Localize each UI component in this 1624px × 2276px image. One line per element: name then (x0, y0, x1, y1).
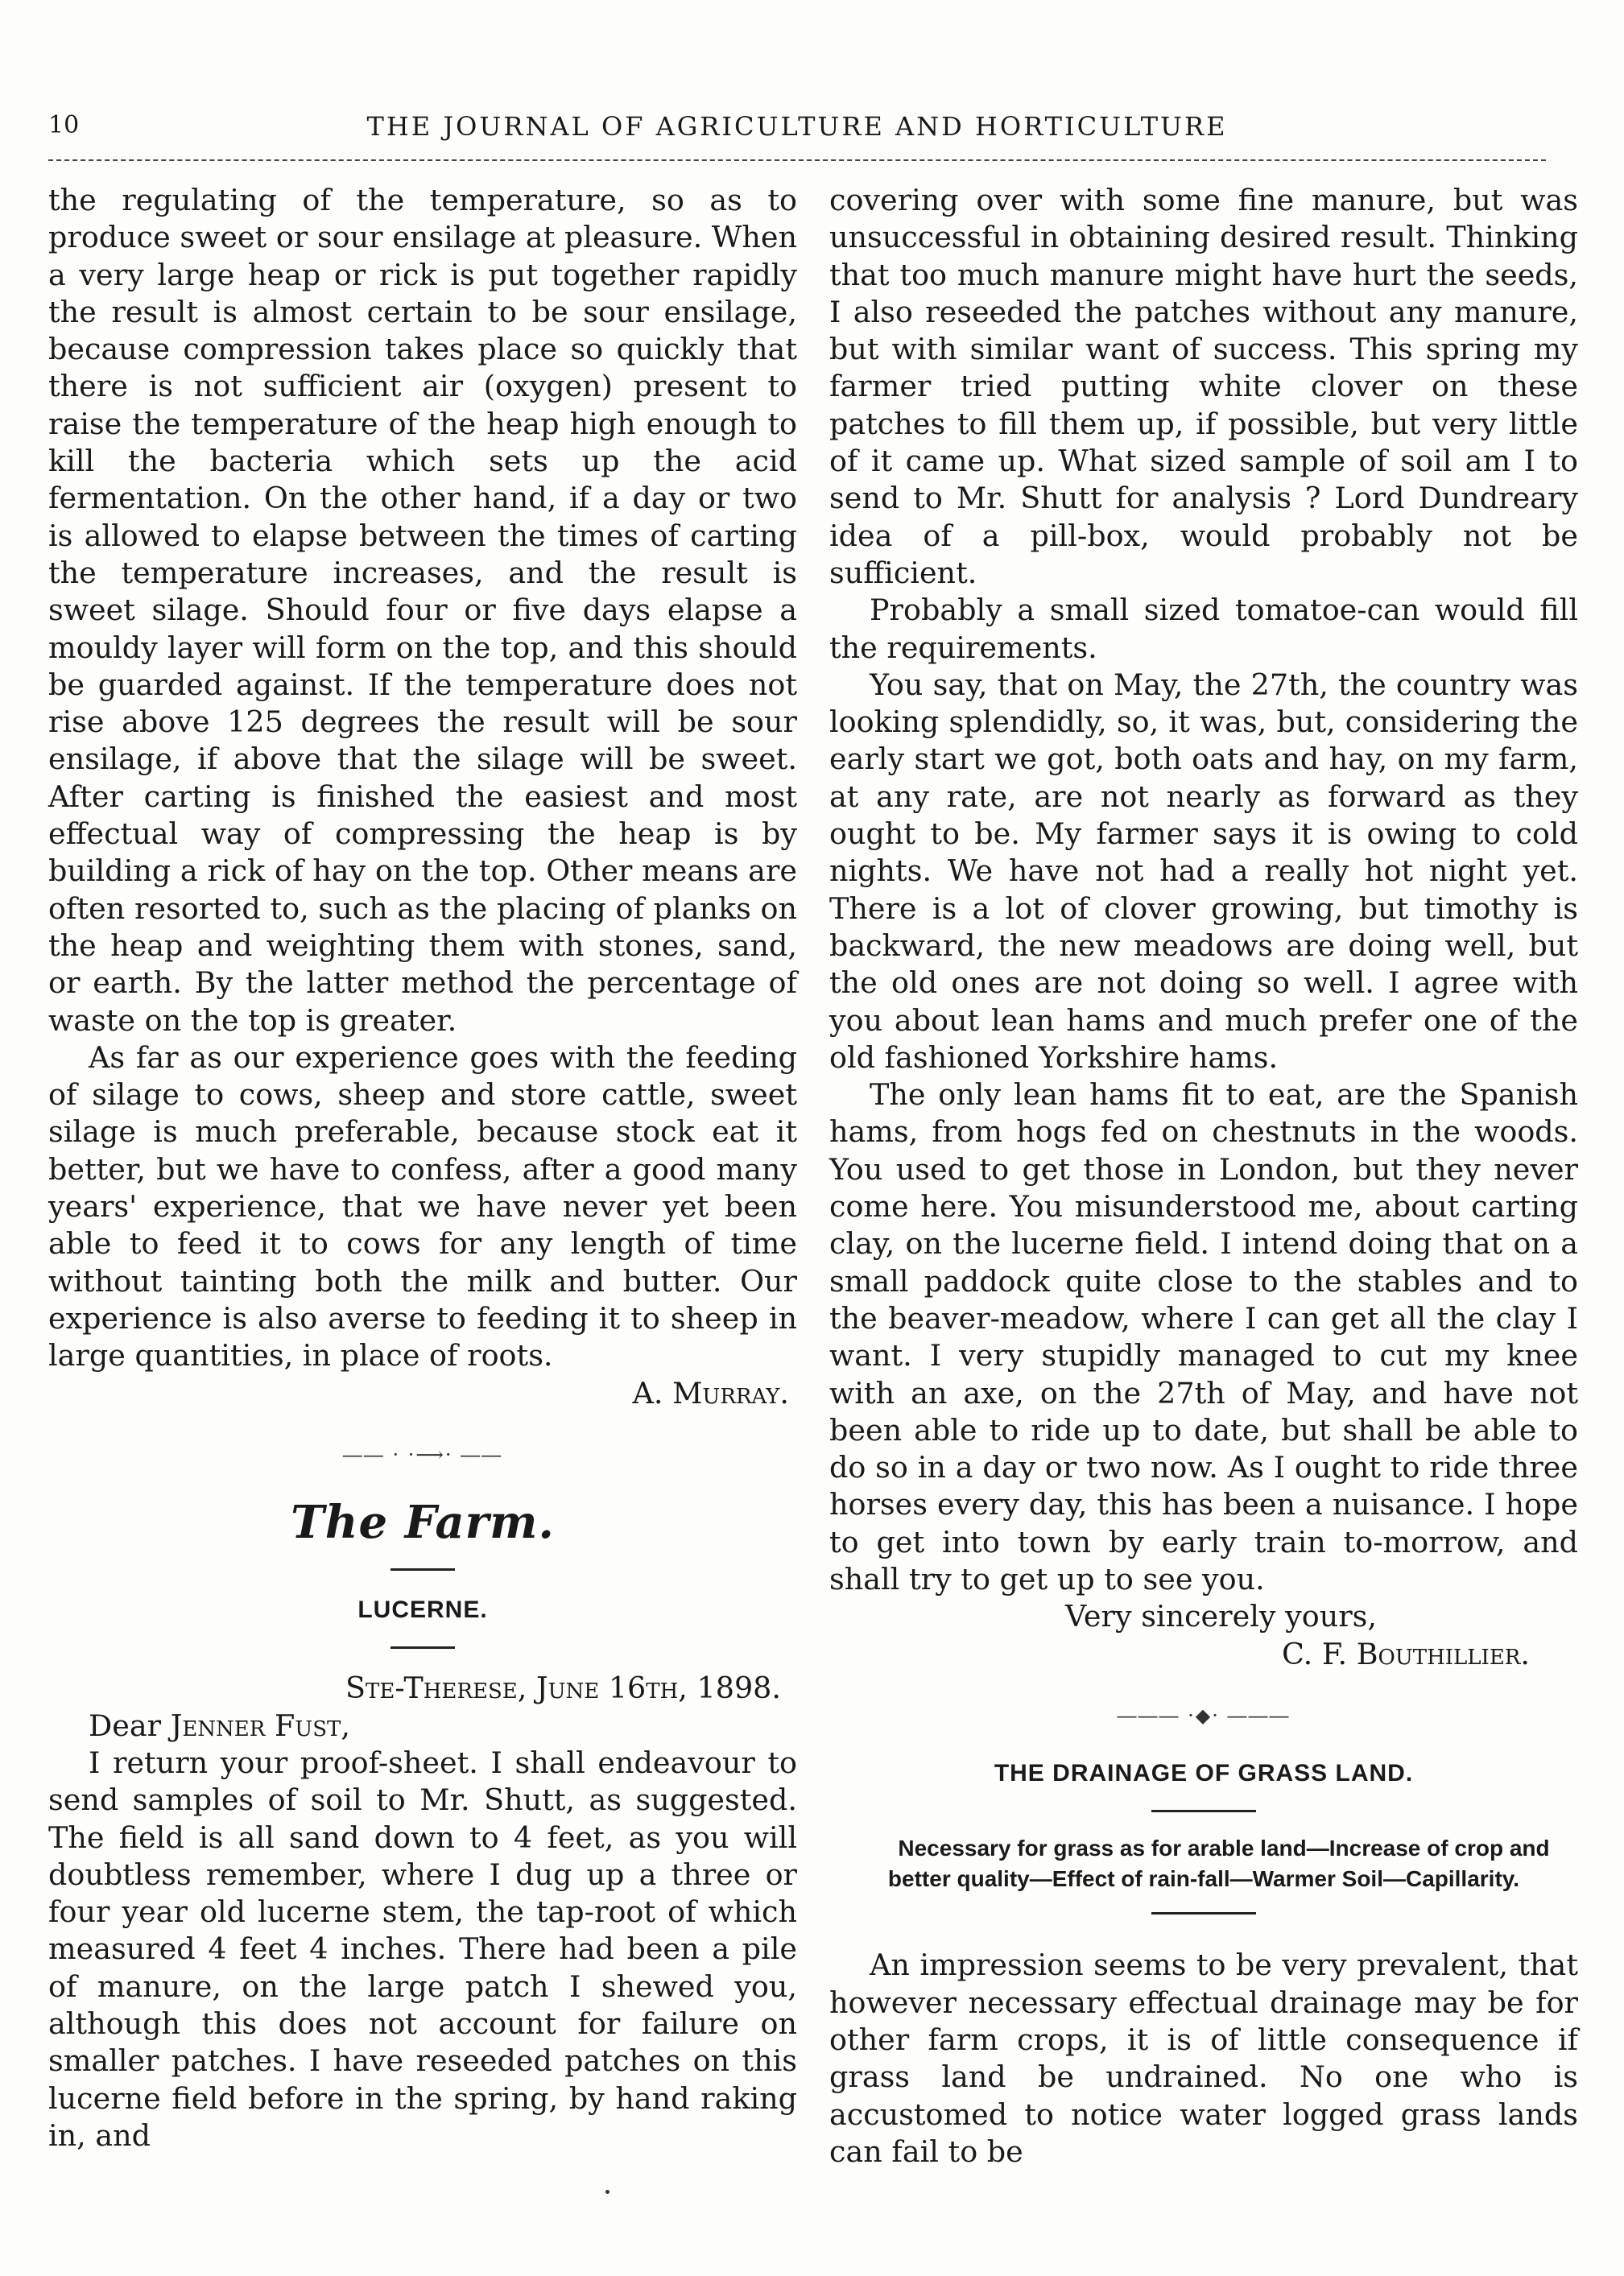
page-number: 10 (48, 111, 80, 139)
title-rule (391, 1568, 455, 1571)
letter-paragraph: covering over with some fine manure, but was unsuccessful in obtaining desired result. Thinking that too much manure might have hurt the seeds, I also reseeded the patches without any manure, but with similar want of success. This spring my farmer tried putting white clover on these patches to fill them up, if possible, but very little of it came up. What sized sample of soil am I to send to Mr. Shutt for analysis ? Lord Dundreary idea of a pill-box, would probably not be sufficient. (829, 183, 1578, 590)
letter-paragraph: You say, that on May, the 27th, the country was looking splendidly, so, it was, but, considering the early start we got, both oats and hay, on my farm, at any rate, are not nearly as forward as they ought to be. My farmer says it is owing to cold nights. We have not had a really hot night yet. There is a lot of clover growing, but timothy is backward, the new meadows are doing well, but the old ones are not doing so well. I agree with you about lean hams and much prefer one of the old fashioned Yorkshire hams. (829, 667, 1578, 1075)
title-rule (1151, 1810, 1256, 1812)
salutation-name: Jenner Fust, (170, 1708, 350, 1743)
page-speck (605, 2190, 610, 2194)
ornamental-divider: ―― · ·⟶· ―― (342, 1443, 503, 1466)
header-divider (48, 159, 1546, 161)
letter-closing: Very sincerely yours, (1064, 1599, 1377, 1634)
article-paragraph: As far as our experience goes with the feeding of silage to cows, sheep and store cattle, sweet silage is much preferable, because stock eat it better, but we have to confess, after a good many years' experience, that we have never yet been able to feed it to cows for any length of time without tainting both the milk and butter. Our experience is also averse to feeding it to sheep in large quantities, in place of roots. (48, 1039, 797, 1373)
letter-paragraph: I return your proof-sheet. I shall endeavour to send samples of soil to Mr. Shutt, as suggested. The field is all sand down to 4 feet, as you will doubtless remember, where I dug up a three or four year old lucerne stem, the tap-root of which measured 4 feet 4 inches. There had been a pile of manure, on the large patch I shewed you, although this does not account for failure on smaller patches. I have reseeded patches on this lucerne field before in the spring, by hand raking in, and (48, 1745, 797, 2153)
ornamental-divider: ――― ·◆· ――― (1117, 1704, 1291, 1727)
article-paragraph: the regulating of the temperature, so as to produce sweet or sour ensilage at pleasure. When a very large heap or rick is put together rapidly the result is almost certain to be sour ensilage, because compression takes place so quickly that there is not sufficient air (oxygen) present to raise the temperature of the heap high enough to kill the bacteria which sets up the acid fermentation. On the other hand, if a day or two is allowed to elapse between the times of carting the temperature increases, and the result is sweet silage. Should four or five days elapse a mouldy layer will form on the top, and this should be guarded against. If the temperature does not rise above 125 degrees the result will be sour ensilage, if above that the silage will be sweet. After carting is finished the easiest and most effectual way of compressing the heap is by building a rick of hay on the top. Other means are often resorted to, such as the placing of planks on the heap and weighting them with stones, sand, or earth. By the latter method the percentage of waste on the top is greater. (48, 183, 797, 1038)
article-paragraph: An impression seems to be very prevalent, that however necessary effectual drainage may be for other farm crops, it is of little consequence if grass land be undrained. No one who is accustomed to notice water logged grass lands can fail to be (829, 1948, 1578, 2169)
letter-paragraph: Probably a small sized tomatoe-can would fill the requirements. (829, 593, 1578, 665)
article-subtitle: Necessary for grass as for arable land—Increase of crop and better quality—Effect of rain-fall—Warmer Soil—Capillarity. (887, 1836, 1550, 1892)
author-signature: A. Murray. (632, 1375, 789, 1411)
page-header (48, 105, 1546, 153)
letter-paragraph: The only lean hams fit to eat, are the Spanish hams, from hogs fed on chestnuts in the woods. You used to get those in London, but they never come here. You misunderstood me, about carting clay, on the lucerne field. I intend doing that on a small paddock quite close to the stables and to the beaver-meadow, where I can get all the clay I want. I very stupidly managed to cut my knee with an axe, on the 27th of May, and have not been able to ride up to date, but shall be able to do so in a day or two now. As I ought to ride three horses every day, this has been a nuisance. I hope to get into town by early train to-morrow, and shall try to get up to see you. (829, 1077, 1578, 1597)
article-title: LUCERNE. (357, 1597, 488, 1624)
letter-dateline: Ste-Therese, June 16th, 1898. (345, 1671, 781, 1706)
salutation-prefix: Dear (89, 1708, 171, 1743)
title-rule (391, 1646, 455, 1649)
letter-salutation (48, 1708, 797, 1745)
left-column (48, 182, 797, 2154)
right-column (829, 182, 1578, 2171)
letter-signature: C. F. Bouthillier. (1282, 1636, 1530, 1671)
running-title: THE JOURNAL OF AGRICULTURE AND HORTICULTURE (366, 111, 1228, 142)
section-title: The Farm. (291, 1496, 555, 1550)
article-title: THE DRAINAGE OF GRASS LAND. (994, 1760, 1414, 1787)
title-rule (1151, 1912, 1256, 1915)
